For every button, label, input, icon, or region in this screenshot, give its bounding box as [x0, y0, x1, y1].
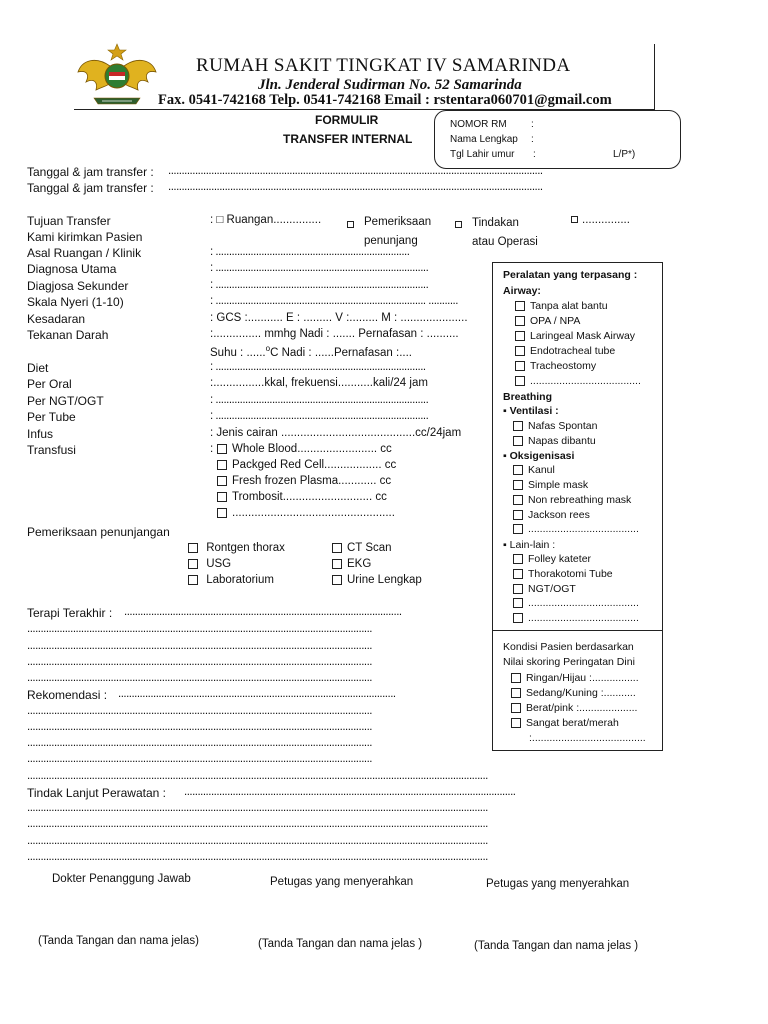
ffp-checkbox[interactable]	[217, 476, 227, 486]
form-title-line1: FORMULIR	[315, 113, 379, 127]
transfusi-trombosit[interactable]: Trombosit............................ cc	[217, 491, 387, 503]
tindak-lanjut-label: Tindak Lanjut Perawatan :	[27, 786, 166, 800]
bullet-icon: ▪	[503, 450, 510, 462]
usg-option[interactable]: USG	[188, 558, 231, 570]
hospital-address: Jln. Jenderal Sudirman No. 52 Samarinda	[258, 77, 522, 93]
kondisi-checkbox-4[interactable]	[511, 718, 521, 728]
terapi-field-4[interactable]: ................................................................................................................................	[27, 656, 372, 668]
tindakan-label-2: atau Operasi	[472, 236, 538, 248]
tindakan-checkbox[interactable]	[455, 221, 462, 228]
ruangan-option[interactable]: : □ Ruangan...............	[210, 214, 322, 226]
rekomendasi-field-3[interactable]: ................................................................................................................................	[27, 721, 372, 733]
oksigen-option-1[interactable]: Kanul	[513, 464, 555, 476]
terapi-terakhir-label: Terapi Terakhir :	[27, 606, 113, 620]
kondisi-option-4-field[interactable]: :.......................................	[529, 732, 646, 744]
nomor-rm-label: NOMOR RM	[450, 119, 507, 130]
transfusi-packed-red-cell[interactable]: Packged Red Cell.................. cc	[217, 459, 396, 471]
pemeriksaan-option[interactable]	[347, 216, 358, 234]
transfusi-label: Transfusi	[27, 443, 76, 457]
airway-option-2[interactable]: OPA / NPA	[515, 315, 580, 327]
breathing-heading: Breathing	[503, 391, 553, 403]
rekomendasi-field-2[interactable]: ................................................................................................................................	[27, 705, 372, 717]
diet-field[interactable]: : ..............................................................................	[210, 361, 426, 373]
rontgen-checkbox[interactable]	[188, 543, 198, 553]
tekanan-nadi-field[interactable]: :............... mmhg Nadi : ....... Pernafasan : ..........	[210, 328, 459, 340]
kondisi-option-4[interactable]: Sangat berat/merah	[511, 717, 619, 729]
per-ngt-label: Per NGT/OGT	[27, 394, 104, 408]
kondisi-heading-2: Nilai skoring Peringatan Dini	[503, 656, 635, 668]
nomor-rm-field[interactable]: :	[531, 119, 534, 130]
kondisi-option-2[interactable]: Sedang/Kuning :...........	[511, 687, 636, 699]
rekomendasi-field-6[interactable]: ...........................................................................................................................................................................	[27, 770, 488, 782]
lain-checkbox-2[interactable]	[513, 569, 523, 579]
tujuan-lainnya-checkbox[interactable]	[571, 216, 578, 223]
oksigen-option-5[interactable]: ......................................	[513, 523, 639, 535]
terapi-field-2[interactable]: ................................................................................................................................	[27, 623, 372, 635]
terapi-field-3[interactable]: ................................................................................................................................	[27, 640, 372, 652]
rekomendasi-field-5[interactable]: ................................................................................................................................	[27, 753, 372, 765]
tindak-lanjut-field-3[interactable]: ...........................................................................................................................................................................	[27, 818, 488, 830]
petugas-signature-field-1[interactable]: (Tanda Tangan dan nama jelas )	[258, 938, 423, 950]
pemeriksaan-checkbox[interactable]	[347, 221, 354, 228]
terapi-field-5[interactable]: ................................................................................................................................	[27, 672, 372, 684]
diagnosa-utama-field[interactable]: : ...............................................................................	[210, 262, 429, 274]
tindak-lanjut-field-4[interactable]: ...........................................................................................................................................................................	[27, 835, 488, 847]
equipment-title: Peralatan yang terpasang :	[503, 269, 638, 281]
kondisi-heading-1: Kondisi Pasien berdasarkan	[503, 641, 634, 653]
rekomendasi-field-1[interactable]: .......................................................................................................	[118, 688, 396, 700]
dokter-signature-field[interactable]: (Tanda Tangan dan nama jelas)	[38, 935, 199, 947]
tgl-lahir-label: Tgl Lahir umur	[450, 149, 515, 160]
ekg-checkbox[interactable]	[332, 559, 342, 569]
per-tube-field[interactable]: : ...............................................................................	[210, 410, 429, 422]
oksigen-checkbox-3[interactable]	[513, 495, 523, 505]
kondisi-checkbox-2[interactable]	[511, 688, 521, 698]
rontgen-option[interactable]: Rontgen thorax	[188, 542, 285, 554]
ventilasi-checkbox-1[interactable]	[513, 421, 523, 431]
diagnosa-sekunder-field[interactable]: : ...............................................................................	[210, 279, 429, 291]
tanggal-transfer-label-2: Tanggal & jam transfer :	[27, 181, 154, 195]
lain-checkbox-4[interactable]	[513, 598, 523, 608]
airway-option-4[interactable]: Endotracheal tube	[515, 345, 615, 357]
laboratorium-option[interactable]: Laboratorium	[188, 574, 274, 586]
tindakan-option[interactable]	[455, 216, 466, 234]
per-oral-label: Per Oral	[27, 377, 72, 391]
airway-option-6[interactable]: ......................................	[515, 375, 641, 387]
transfusi-lainnya-checkbox[interactable]	[217, 508, 227, 518]
lain-checkbox-3[interactable]	[513, 584, 523, 594]
airway-checkbox-6[interactable]	[515, 376, 525, 386]
airway-heading: Airway:	[503, 285, 541, 297]
logo-star	[108, 44, 126, 60]
asal-ruangan-label: Asal Ruangan / Klinik	[27, 246, 142, 260]
tindak-lanjut-field-1[interactable]: ...........................................................................................................................	[184, 786, 516, 798]
transfusi-ffp[interactable]: Fresh frozen Plasma............ cc	[217, 475, 391, 487]
skala-nyeri-label: Skala Nyeri (1-10)	[27, 295, 124, 309]
airway-checkbox-1[interactable]	[515, 301, 525, 311]
kondisi-checkbox-3[interactable]	[511, 703, 521, 713]
oksigenisasi-heading: ▪ Oksigenisasi	[503, 450, 575, 462]
asal-ruangan-field[interactable]: : ........................................................................	[210, 246, 410, 258]
lain-option-3[interactable]: NGT/OGT	[513, 583, 576, 595]
per-ngt-field[interactable]: : ...............................................................................	[210, 394, 429, 406]
packed-red-cell-checkbox[interactable]	[217, 460, 227, 470]
patient-id-box	[434, 110, 681, 169]
kondisi-checkbox-1[interactable]	[511, 673, 521, 683]
ventilasi-option-1[interactable]: Nafas Spontan	[513, 420, 597, 432]
kesadaran-label: Kesadaran	[27, 312, 86, 326]
lain-option-2[interactable]: Thorakotomi Tube	[513, 568, 613, 580]
nama-lengkap-label: Nama Lengkap	[450, 134, 518, 145]
hospital-name: RUMAH SAKIT TINGKAT IV SAMARINDA	[196, 55, 571, 76]
transfusi-whole-blood[interactable]: Whole Blood......................... cc	[217, 443, 392, 455]
pemeriksaan-penunjangan-label: Pemeriksaan penunjangan	[27, 525, 170, 539]
pemeriksaan-label-2: penunjang	[364, 235, 418, 247]
airway-option-5[interactable]: Tracheostomy	[515, 360, 596, 372]
lain-option-5[interactable]: ......................................	[513, 612, 639, 624]
tujuan-lainnya-option[interactable]: ...............	[571, 214, 630, 226]
gcs-field[interactable]: : GCS :........... E : ......... V :......... M : .....................	[210, 312, 468, 324]
transfusi-colon: :	[210, 443, 214, 455]
diagnosa-sekunder-label: Diagjosa Sekunder	[27, 279, 129, 293]
pemeriksaan-label-1: Pemeriksaan	[364, 216, 432, 228]
airway-checkbox-4[interactable]	[515, 346, 525, 356]
diagnosa-utama-label: Diagnosa Utama	[27, 262, 117, 276]
dokter-signature-label: Dokter Penanggung Jawab	[52, 873, 191, 885]
usg-checkbox[interactable]	[188, 559, 198, 569]
infus-field[interactable]: : Jenis cairan ..........................................cc/24jam	[210, 427, 462, 439]
petugas-signature-label-1: Petugas yang menyerahkan	[270, 876, 414, 888]
tanggal-transfer-field-2[interactable]: ...........................................................................................................................................	[168, 181, 543, 193]
tekanan-darah-label: Tekanan Darah	[27, 328, 109, 342]
oksigen-checkbox-1[interactable]	[513, 465, 523, 475]
oksigen-checkbox-5[interactable]	[513, 524, 523, 534]
oksigen-option-2[interactable]: Simple mask	[513, 479, 588, 491]
trombosit-checkbox[interactable]	[217, 492, 227, 502]
oksigen-checkbox-2[interactable]	[513, 480, 523, 490]
nama-lengkap-field[interactable]: :	[531, 134, 534, 145]
gender-field[interactable]: L/P*)	[613, 149, 636, 160]
airway-option-1[interactable]: Tanpa alat bantu	[515, 300, 608, 312]
petugas-signature-label-2: Petugas yang menyerahkan	[486, 878, 630, 890]
per-oral-field[interactable]: :................kkal, frekuensi...........kali/24 jam	[210, 377, 428, 389]
per-tube-label: Per Tube	[27, 410, 76, 424]
airway-option-3[interactable]: Laringeal Mask Airway	[515, 330, 635, 342]
ekg-option[interactable]: EKG	[332, 558, 371, 570]
header-divider-vertical	[654, 44, 655, 110]
urine-lengkap-option[interactable]: Urine Lengkap	[332, 574, 422, 586]
tanggal-transfer-field-1[interactable]: ...........................................................................................................................................	[168, 165, 543, 177]
transfusi-lainnya[interactable]: ...................................................	[217, 507, 395, 519]
terapi-field-1[interactable]: .......................................................................................................	[124, 606, 402, 618]
tindak-lanjut-field-5[interactable]: ...........................................................................................................................................................................	[27, 851, 488, 863]
form-title-line2: TRANSFER INTERNAL	[283, 132, 413, 146]
lain-checkbox-1[interactable]	[513, 554, 523, 564]
kami-kirimkan-label: Kami kirimkan Pasien	[27, 230, 143, 244]
hospital-contact: Fax. 0541-742168 Telp. 0541-742168 Email : rstentara060701@gmail.com	[158, 92, 612, 108]
ct-scan-checkbox[interactable]	[332, 543, 342, 553]
suhu-field[interactable]: Suhu : ......$^o$C Nadi : ......Pernafasan :....	[210, 344, 412, 359]
petugas-signature-field-2[interactable]: (Tanda Tangan dan nama jelas )	[474, 940, 639, 952]
equipment-panel	[492, 262, 663, 751]
rekomendasi-field-4[interactable]: ................................................................................................................................	[27, 737, 372, 749]
tujuan-transfer-label: Tujuan Transfer	[27, 214, 111, 228]
urine-lengkap-checkbox[interactable]	[332, 575, 342, 585]
kondisi-option-1[interactable]: Ringan/Hijau :................	[511, 672, 639, 684]
lain-option-4[interactable]: ......................................	[513, 597, 639, 609]
laboratorium-checkbox[interactable]	[188, 575, 198, 585]
lain-option-1[interactable]: Folley kateter	[513, 553, 591, 565]
whole-blood-checkbox[interactable]	[217, 444, 227, 454]
oksigen-option-3[interactable]: Non rebreathing mask	[513, 494, 631, 506]
kondisi-option-3[interactable]: Berat/pink :....................	[511, 702, 637, 714]
tanggal-transfer-label-1: Tanggal & jam transfer :	[27, 165, 154, 179]
diet-label: Diet	[27, 361, 49, 375]
bullet-icon: ▪	[503, 405, 510, 417]
oksigen-option-4[interactable]: Jackson rees	[513, 509, 590, 521]
airway-checkbox-5[interactable]	[515, 361, 525, 371]
airway-checkbox-3[interactable]	[515, 331, 525, 341]
ventilasi-checkbox-2[interactable]	[513, 436, 523, 446]
airway-checkbox-2[interactable]	[515, 316, 525, 326]
rekomendasi-label: Rekomendasi :	[27, 688, 108, 702]
tgl-lahir-field[interactable]: :	[533, 149, 536, 160]
lain-lain-heading: ▪ Lain-lain :	[503, 539, 556, 551]
tindakan-label-1: Tindakan	[472, 217, 519, 229]
tindak-lanjut-field-2[interactable]: ...........................................................................................................................................................................	[27, 802, 488, 814]
hospital-logo	[76, 42, 158, 108]
lain-checkbox-5[interactable]	[513, 613, 523, 623]
panel-divider	[493, 630, 662, 631]
ventilasi-option-2[interactable]: Napas dibantu	[513, 435, 596, 447]
infus-label: Infus	[27, 427, 54, 441]
ventilasi-heading: ▪ Ventilasi :	[503, 405, 559, 417]
ct-scan-option[interactable]: CT Scan	[332, 542, 392, 554]
bullet-icon: ▪	[503, 539, 510, 551]
skala-nyeri-field[interactable]: : .............................................................................. ...........	[210, 295, 458, 307]
oksigen-checkbox-4[interactable]	[513, 510, 523, 520]
